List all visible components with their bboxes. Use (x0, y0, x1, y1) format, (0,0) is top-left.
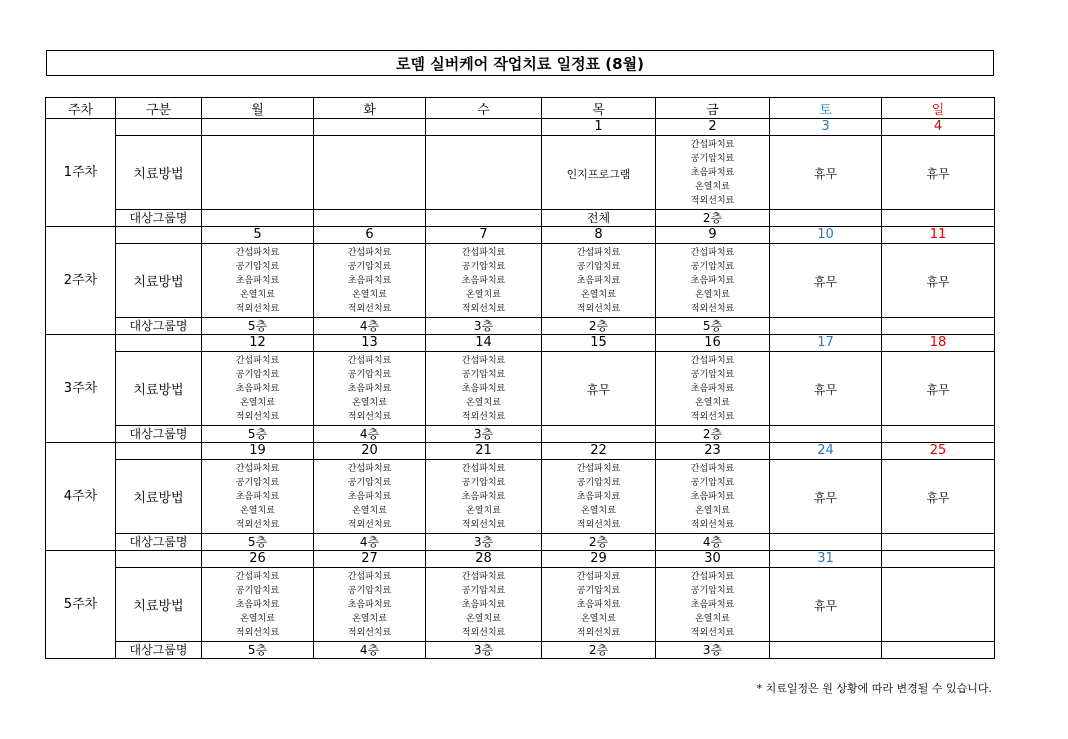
rest-day-label: 휴무 (813, 491, 838, 505)
therapy-method-item: 간섭파치료 (576, 571, 621, 582)
therapy-method-item: 적외선치료 (690, 303, 735, 314)
therapy-method-item: 공기압치료 (690, 477, 735, 488)
header-day-sun: 일 (882, 98, 995, 119)
therapy-cell-tue (314, 244, 426, 318)
therapy-method-item: 적외선치료 (576, 303, 621, 314)
therapy-method-list (656, 246, 769, 316)
category-blank (116, 335, 202, 352)
therapy-method-item: 초음파치료 (347, 275, 392, 286)
therapy-method-list (426, 246, 541, 316)
group-cell-sat (770, 210, 882, 227)
group-cell-thu: 2층 (542, 642, 656, 659)
week-label: 5주차 (46, 551, 116, 659)
header-day-mon: 월 (202, 98, 314, 119)
category-blank (116, 119, 202, 136)
therapy-cell-mon (202, 244, 314, 318)
date-cell-mon: 12 (202, 335, 314, 352)
therapy-method-list (542, 246, 655, 316)
group-row (46, 534, 995, 551)
therapy-method-item: 적외선치료 (461, 411, 506, 422)
date-cell-mon (202, 119, 314, 136)
date-row (46, 443, 995, 460)
header-category: 구분 (116, 98, 202, 119)
therapy-method-item: 온열치료 (581, 613, 616, 624)
therapy-method-item: 적외선치료 (347, 411, 392, 422)
therapy-cell-fri (656, 136, 770, 210)
therapy-method-list (542, 570, 655, 640)
therapy-method-item: 공기압치료 (690, 369, 735, 380)
date-cell-sat: 24 (770, 443, 882, 460)
schedule-body (46, 119, 995, 659)
therapy-method-item: 온열치료 (240, 613, 275, 624)
therapy-method-item: 적외선치료 (690, 627, 735, 638)
therapy-method-label: 치료방법 (116, 568, 202, 642)
group-cell-fri: 3층 (656, 642, 770, 659)
therapy-method-item: 간섭파치료 (347, 247, 392, 258)
therapy-method-list (202, 570, 313, 640)
group-cell-thu: 전체 (542, 210, 656, 227)
therapy-row (46, 352, 995, 426)
group-cell-fri: 2층 (656, 426, 770, 443)
therapy-method-item: 간섭파치료 (347, 355, 392, 366)
therapy-method-item: 간섭파치료 (347, 571, 392, 582)
therapy-cell-sun (882, 352, 995, 426)
date-cell-sat: 10 (770, 227, 882, 244)
therapy-method-list (656, 138, 769, 208)
therapy-method-item: 온열치료 (352, 289, 387, 300)
therapy-method-item: 간섭파치료 (690, 355, 735, 366)
group-cell-sat (770, 534, 882, 551)
date-row (46, 119, 995, 136)
date-cell-mon: 5 (202, 227, 314, 244)
therapy-method-list (202, 354, 313, 424)
therapy-method-list (426, 462, 541, 532)
group-cell-tue: 4층 (314, 318, 426, 335)
therapy-method-item: 온열치료 (240, 505, 275, 516)
therapy-method-item: 간섭파치료 (235, 247, 280, 258)
therapy-method-item: 간섭파치료 (235, 463, 280, 474)
group-cell-wed: 3층 (426, 426, 542, 443)
therapy-method-item: 적외선치료 (235, 627, 280, 638)
therapy-row (46, 136, 995, 210)
therapy-cell-tue (314, 352, 426, 426)
therapy-cell-fri (656, 460, 770, 534)
therapy-cell-sat (770, 352, 882, 426)
therapy-method-item: 초음파치료 (235, 383, 280, 394)
therapy-method-item: 초음파치료 (235, 275, 280, 286)
therapy-method-item: 온열치료 (695, 181, 730, 192)
week-label: 2주차 (46, 227, 116, 335)
therapy-method-item: 적외선치료 (576, 627, 621, 638)
therapy-cell-wed (426, 460, 542, 534)
therapy-cell-fri (656, 568, 770, 642)
therapy-method-item: 간섭파치료 (690, 463, 735, 474)
date-cell-tue: 13 (314, 335, 426, 352)
date-cell-fri: 9 (656, 227, 770, 244)
date-cell-sun: 11 (882, 227, 995, 244)
therapy-cell-sun (882, 244, 995, 318)
group-cell-mon: 5층 (202, 534, 314, 551)
therapy-cell-sat (770, 244, 882, 318)
date-cell-sun (882, 551, 995, 568)
therapy-method-item: 초음파치료 (461, 383, 506, 394)
therapy-method-item: 간섭파치료 (576, 463, 621, 474)
rest-day-label: 휴무 (813, 599, 838, 613)
therapy-method-item: 적외선치료 (461, 627, 506, 638)
therapy-method-item: 공기압치료 (690, 585, 735, 596)
therapy-method-item: 공기압치료 (235, 261, 280, 272)
date-cell-mon: 26 (202, 551, 314, 568)
rest-day-label: 휴무 (926, 275, 950, 289)
date-cell-wed: 14 (426, 335, 542, 352)
therapy-cell-sat (770, 460, 882, 534)
rest-day-label: 휴무 (926, 383, 950, 397)
group-cell-sun (882, 318, 995, 335)
group-cell-sun (882, 642, 995, 659)
therapy-method-item: 간섭파치료 (576, 247, 621, 258)
therapy-method-item: 공기압치료 (576, 261, 621, 272)
therapy-method-item: 적외선치료 (690, 411, 735, 422)
therapy-method-item: 온열치료 (240, 397, 275, 408)
date-cell-fri: 23 (656, 443, 770, 460)
therapy-method-item: 초음파치료 (690, 491, 735, 502)
header-day-thu: 목 (542, 98, 656, 119)
therapy-cell-sun (882, 460, 995, 534)
schedule-table (45, 97, 995, 659)
therapy-cell-sat (770, 136, 882, 210)
therapy-method-label: 치료방법 (116, 460, 202, 534)
therapy-method-item: 초음파치료 (690, 275, 735, 286)
therapy-method-list (542, 462, 655, 532)
therapy-method-item: 공기압치료 (690, 153, 735, 164)
group-cell-sat (770, 318, 882, 335)
therapy-cell-mon (202, 568, 314, 642)
therapy-method-item: 적외선치료 (690, 195, 735, 206)
therapy-method-item: 적외선치료 (347, 627, 392, 638)
therapy-method-item: 초음파치료 (690, 167, 735, 178)
therapy-method-item: 적외선치료 (235, 303, 280, 314)
therapy-method-item: 온열치료 (466, 505, 501, 516)
date-cell-sun: 4 (882, 119, 995, 136)
therapy-method-item: 초음파치료 (347, 383, 392, 394)
therapy-method-item: 적외선치료 (235, 519, 280, 530)
group-cell-tue: 4층 (314, 426, 426, 443)
therapy-method-list (656, 570, 769, 640)
group-cell-sun (882, 426, 995, 443)
therapy-method-item: 간섭파치료 (690, 571, 735, 582)
therapy-method-item: 간섭파치료 (461, 463, 506, 474)
date-cell-fri: 2 (656, 119, 770, 136)
group-cell-wed: 3층 (426, 534, 542, 551)
week-label: 3주차 (46, 335, 116, 443)
group-cell-thu: 2층 (542, 534, 656, 551)
therapy-method-item: 간섭파치료 (235, 571, 280, 582)
therapy-cell-wed (426, 136, 542, 210)
therapy-method-item: 적외선치료 (576, 519, 621, 530)
therapy-method-item: 공기압치료 (461, 261, 506, 272)
target-group-label: 대상그룹명 (116, 642, 202, 659)
date-cell-thu: 15 (542, 335, 656, 352)
date-cell-wed (426, 119, 542, 136)
date-cell-tue: 20 (314, 443, 426, 460)
header-row (46, 98, 995, 119)
therapy-method-item: 초음파치료 (347, 491, 392, 502)
date-cell-fri: 16 (656, 335, 770, 352)
therapy-method-item: 적외선치료 (235, 411, 280, 422)
therapy-method-item: 간섭파치료 (690, 247, 735, 258)
group-cell-wed: 3층 (426, 318, 542, 335)
therapy-cell-thu (542, 352, 656, 426)
therapy-cell-sun (882, 568, 995, 642)
week-label: 1주차 (46, 119, 116, 227)
therapy-method-list (656, 354, 769, 424)
therapy-method-item: 공기압치료 (347, 477, 392, 488)
therapy-method-label: 치료방법 (116, 136, 202, 210)
group-cell-sat (770, 642, 882, 659)
therapy-method-item: 초음파치료 (576, 599, 621, 610)
date-cell-thu: 1 (542, 119, 656, 136)
therapy-row (46, 460, 995, 534)
therapy-method-item: 초음파치료 (461, 599, 506, 610)
therapy-method-label: 치료방법 (116, 352, 202, 426)
target-group-label: 대상그룹명 (116, 318, 202, 335)
header-day-tue: 화 (314, 98, 426, 119)
therapy-method-item: 공기압치료 (576, 585, 621, 596)
date-cell-sun: 25 (882, 443, 995, 460)
therapy-method-item: 공기압치료 (461, 585, 506, 596)
program-text: 인지프로그램 (566, 168, 631, 181)
date-cell-thu: 22 (542, 443, 656, 460)
date-cell-sun: 18 (882, 335, 995, 352)
therapy-method-item: 초음파치료 (461, 491, 506, 502)
date-cell-wed: 7 (426, 227, 542, 244)
therapy-method-item: 적외선치료 (690, 519, 735, 530)
group-cell-fri: 4층 (656, 534, 770, 551)
therapy-method-item: 온열치료 (695, 397, 730, 408)
footnote: * 치료일정은 원 상황에 따라 변경될 수 있습니다. (756, 682, 992, 695)
header-week: 주차 (46, 98, 116, 119)
therapy-method-item: 초음파치료 (461, 275, 506, 286)
therapy-method-item: 온열치료 (352, 613, 387, 624)
therapy-method-item: 초음파치료 (690, 599, 735, 610)
therapy-method-item: 공기압치료 (235, 369, 280, 380)
therapy-method-list (426, 570, 541, 640)
therapy-method-item: 온열치료 (466, 613, 501, 624)
therapy-method-item: 온열치료 (466, 397, 501, 408)
page-title (46, 50, 994, 76)
date-cell-thu: 29 (542, 551, 656, 568)
group-cell-fri: 5층 (656, 318, 770, 335)
group-cell-mon: 5층 (202, 318, 314, 335)
therapy-method-item: 초음파치료 (576, 275, 621, 286)
rest-day-label: 휴무 (926, 491, 950, 505)
group-cell-tue: 4층 (314, 642, 426, 659)
group-row (46, 642, 995, 659)
date-cell-wed: 28 (426, 551, 542, 568)
therapy-method-item: 초음파치료 (576, 491, 621, 502)
therapy-method-list (314, 354, 425, 424)
therapy-method-item: 공기압치료 (347, 261, 392, 272)
therapy-cell-sat (770, 568, 882, 642)
group-cell-wed (426, 210, 542, 227)
therapy-cell-mon (202, 136, 314, 210)
therapy-method-item: 초음파치료 (235, 491, 280, 502)
therapy-cell-tue (314, 460, 426, 534)
header-day-wed: 수 (426, 98, 542, 119)
date-cell-fri: 30 (656, 551, 770, 568)
date-cell-tue: 27 (314, 551, 426, 568)
therapy-cell-fri (656, 244, 770, 318)
therapy-method-item: 온열치료 (466, 289, 501, 300)
group-cell-thu: 2층 (542, 318, 656, 335)
date-row (46, 335, 995, 352)
therapy-method-item: 초음파치료 (690, 383, 735, 394)
group-cell-thu (542, 426, 656, 443)
therapy-method-list (202, 462, 313, 532)
therapy-cell-wed (426, 352, 542, 426)
therapy-method-list (656, 462, 769, 532)
group-cell-tue: 4층 (314, 534, 426, 551)
therapy-method-list (426, 354, 541, 424)
therapy-method-item: 공기압치료 (347, 585, 392, 596)
group-row (46, 426, 995, 443)
therapy-method-list (314, 570, 425, 640)
therapy-method-item: 간섭파치료 (461, 247, 506, 258)
date-cell-tue: 6 (314, 227, 426, 244)
group-cell-tue (314, 210, 426, 227)
therapy-cell-thu (542, 460, 656, 534)
therapy-method-item: 온열치료 (581, 505, 616, 516)
therapy-method-item: 온열치료 (352, 505, 387, 516)
therapy-method-item: 온열치료 (695, 505, 730, 516)
rest-day-label: 휴무 (926, 167, 950, 181)
date-cell-thu: 8 (542, 227, 656, 244)
group-cell-mon: 5층 (202, 642, 314, 659)
therapy-method-item: 공기압치료 (461, 477, 506, 488)
therapy-method-item: 공기압치료 (576, 477, 621, 488)
group-cell-sun (882, 534, 995, 551)
group-row (46, 210, 995, 227)
therapy-method-item: 간섭파치료 (461, 571, 506, 582)
therapy-method-item: 공기압치료 (461, 369, 506, 380)
therapy-cell-thu (542, 136, 656, 210)
therapy-cell-tue (314, 568, 426, 642)
date-cell-sat: 17 (770, 335, 882, 352)
therapy-cell-wed (426, 244, 542, 318)
therapy-method-item: 공기압치료 (235, 585, 280, 596)
therapy-method-item: 온열치료 (352, 397, 387, 408)
header-day-sat: 토 (770, 98, 882, 119)
therapy-method-item: 적외선치료 (347, 303, 392, 314)
therapy-method-item: 공기압치료 (235, 477, 280, 488)
week-label: 4주차 (46, 443, 116, 551)
date-cell-mon: 19 (202, 443, 314, 460)
therapy-method-item: 적외선치료 (461, 303, 506, 314)
category-blank (116, 443, 202, 460)
therapy-method-item: 적외선치료 (461, 519, 506, 530)
therapy-method-item: 공기압치료 (347, 369, 392, 380)
group-cell-fri: 2층 (656, 210, 770, 227)
group-cell-mon: 5층 (202, 426, 314, 443)
page-title-text: 로뎀 실버케어 작업치료 일정표 (8월) (396, 54, 644, 73)
rest-day-label: 휴무 (586, 383, 611, 397)
rest-day-label: 휴무 (813, 167, 838, 181)
date-cell-tue (314, 119, 426, 136)
therapy-cell-thu (542, 568, 656, 642)
therapy-cell-mon (202, 352, 314, 426)
therapy-cell-fri (656, 352, 770, 426)
group-cell-wed: 3층 (426, 642, 542, 659)
therapy-method-list (314, 246, 425, 316)
date-cell-wed: 21 (426, 443, 542, 460)
date-cell-sat: 3 (770, 119, 882, 136)
therapy-cell-thu (542, 244, 656, 318)
therapy-row (46, 568, 995, 642)
rest-day-label: 휴무 (813, 383, 838, 397)
therapy-cell-wed (426, 568, 542, 642)
therapy-cell-mon (202, 460, 314, 534)
therapy-method-item: 초음파치료 (235, 599, 280, 610)
therapy-cell-tue (314, 136, 426, 210)
target-group-label: 대상그룹명 (116, 426, 202, 443)
therapy-method-item: 온열치료 (695, 289, 730, 300)
therapy-method-item: 온열치료 (581, 289, 616, 300)
therapy-method-label: 치료방법 (116, 244, 202, 318)
category-blank (116, 227, 202, 244)
group-cell-sun (882, 210, 995, 227)
therapy-method-list (314, 462, 425, 532)
therapy-method-item: 간섭파치료 (347, 463, 392, 474)
category-blank (116, 551, 202, 568)
therapy-row (46, 244, 995, 318)
header-day-fri: 금 (656, 98, 770, 119)
therapy-method-item: 간섭파치료 (461, 355, 506, 366)
target-group-label: 대상그룹명 (116, 210, 202, 227)
therapy-method-item: 공기압치료 (690, 261, 735, 272)
therapy-method-item: 간섭파치료 (235, 355, 280, 366)
therapy-method-item: 온열치료 (695, 613, 730, 624)
date-row (46, 227, 995, 244)
target-group-label: 대상그룹명 (116, 534, 202, 551)
therapy-cell-sun (882, 136, 995, 210)
date-row (46, 551, 995, 568)
group-cell-mon (202, 210, 314, 227)
rest-day-label: 휴무 (813, 275, 838, 289)
group-row (46, 318, 995, 335)
therapy-method-item: 적외선치료 (347, 519, 392, 530)
therapy-method-list (202, 246, 313, 316)
therapy-method-item: 초음파치료 (347, 599, 392, 610)
therapy-method-item: 온열치료 (240, 289, 275, 300)
group-cell-sat (770, 426, 882, 443)
therapy-method-item: 간섭파치료 (690, 139, 735, 150)
date-cell-sat: 31 (770, 551, 882, 568)
